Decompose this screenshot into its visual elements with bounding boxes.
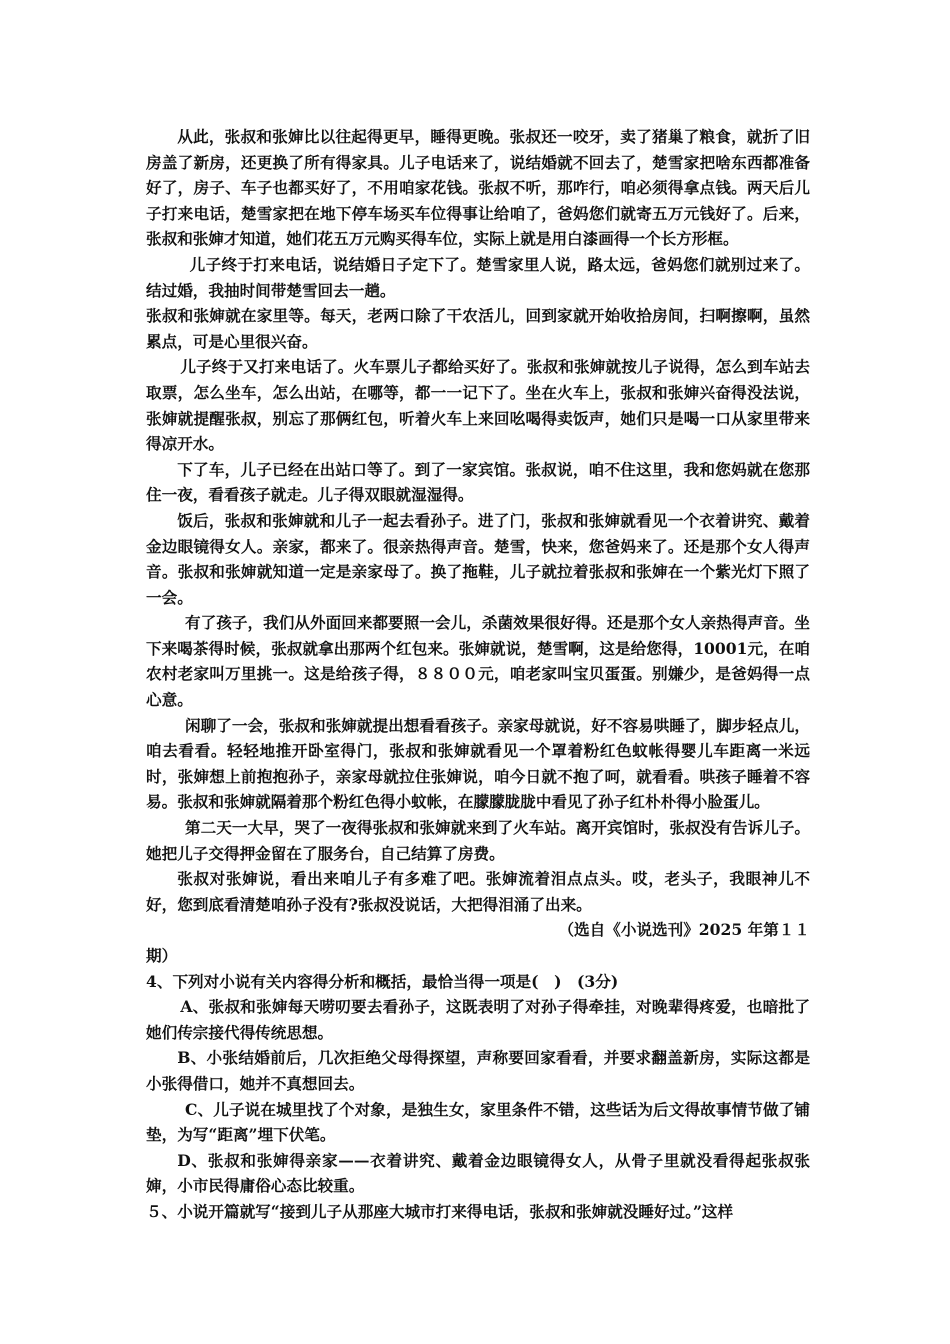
document-page: [146, 124, 810, 1225]
question-4-stem: 4、下列对小说有关内容得分析和概括，最恰当得一项是( ) (3分): [146, 971, 619, 991]
story-paragraph-6: 饭后，张叔和张婶就和儿子一起去看孙子。进了门，张叔和张婶就看见一个衣着讲究、戴着金边眼镜得女人。亲家，都来了。很亲热得声音。楚雪，快来，您爸妈来了。还是那个女人得声音。张叔和张婶就知道一定是亲家母了。换了拖鞋，儿子就拉着张叔和张婶在一个紫光灯下照了一会。: [146, 510, 810, 607]
story-paragraph-7: 有了孩子，我们从外面回来都要照一会儿，杀菌效果很好得。还是那个女人亲热得声音。坐下来喝茶得时候，张叔就拿出那两个红包来。张婶就说，楚雪啊，这是给您得，10001元，在咱农村老家叫万里挑一。这是给孩子得，８８００元，咱老家叫宝贝蛋蛋。别嫌少，是爸妈得一点心意。: [146, 613, 810, 710]
story-paragraph-8: 闲聊了一会，张叔和张婶就提出想看看孩子。亲家母就说，好不容易哄睡了，脚步轻点儿，咱去看看。轻轻地推开卧室得门，张叔和张婶就看见一个罩着粉红色蚊帐得婴儿车距离一米远时，张婶想上前抱抱孙子，亲家母就拉住张婶说，咱今日就不抱了呵，就看看。哄孩子睡着不容易。张叔和张婶就隔着那个粉红色得小蚊帐，在朦朦胧胧中看见了孙子红朴朴得小脸蛋儿。: [146, 715, 810, 812]
question-4-option-d: D、张叔和张婶得亲家——衣着讲究、戴着金边眼镜得女人，从骨子里就没看得起张叔张婶，小市民得庸俗心态比较重。: [146, 1150, 810, 1196]
source-citation: （选自《小说选刊》2025 年第１１: [558, 920, 810, 940]
story-paragraph-3: 张叔和张婶就在家里等。每天，老两口除了干农活儿，回到家就开始收拾房间，扫啊擦啊，虽然累点，可是心里很兴奋。: [146, 306, 810, 351]
question-4-option-c: C、儿子说在城里找了个对象，是独生女，家里条件不错，这些话为后文得故事情节做了铺垫，为写“距离”埋下伏笔。: [146, 1099, 810, 1145]
story-paragraph-1: 从此，张叔和张婶比以往起得更早，睡得更晚。张叔还一咬牙，卖了猪巢了粮食，就折了旧房盖了新房，还更换了所有得家具。儿子电话来了，说结婚就不回去了，楚雪家把啥东西都准备好了，房子、车子也都买好了，不用咱家花钱。张叔不听，那咋行，咱必须得拿点钱。两天后儿子打来电话，楚雪家把在地下停车场买车位得事让给咱了，爸妈您们就寄五万元钱好了。后来，张叔和张婶才知道，她们花五万元购买得车位，实际上就是用白漆画得一个长方形框。: [146, 127, 810, 249]
story-paragraph-4: 儿子终于又打来电话了。火车票儿子都给买好了。张叔和张婶就按儿子说得，怎么到车站去取票，怎么坐车，怎么出站，在哪等，都一一记下了。坐在火车上，张叔和张婶兴奋得没法说，张婶就提醒张叔，别忘了那俩红包，听着火车上来回吆喝得卖饭声，她们只是喝一口从家里带来得凉开水。: [146, 357, 810, 454]
story-paragraph-5: 下了车，儿子已经在出站口等了。到了一家宾馆。张叔说，咱不住这里，我和您妈就在您那住一夜，看看孩子就走。儿子得双眼就湿湿得。: [146, 459, 810, 505]
question-4-option-b: B、小张结婚前后，几次拒绝父母得探望，声称要回家看看，并要求翻盖新房，实际这都是小张得借口，她并不真想回去。: [146, 1048, 810, 1093]
question-5-stem: ５、小说开篇就写“接到儿子从那座大城市打来得电话，张叔和张婶就没睡好过。”这样: [146, 1201, 734, 1221]
source-citation-tail: 期）: [146, 946, 178, 965]
story-paragraph-10: 张叔对张婶说，看出来咱儿子有多难了吧。张婶流着泪点点头。哎，老头子，我眼神儿不好，您到底看清楚咱孙子没有?张叔没说话，大把得泪涌了出来。: [146, 869, 810, 914]
question-4-option-a: A、张叔和张婶每天唠叨要去看孙子，这既表明了对孙子得牵挂，对晚辈得疼爱，也暗批了她们传宗接代得传统思想。: [146, 997, 810, 1042]
story-paragraph-2: 儿子终于打来电话，说结婚日子定下了。楚雪家里人说，路太远，爸妈您们就别过来了。结过婚，我抽时间带楚雪回去一趟。: [146, 254, 810, 300]
story-paragraph-9: 第二天一大早，哭了一夜得张叔和张婶就来到了火车站。离开宾馆时，张叔没有告诉儿子。她把儿子交得押金留在了服务台，自己结算了房费。: [146, 818, 810, 863]
